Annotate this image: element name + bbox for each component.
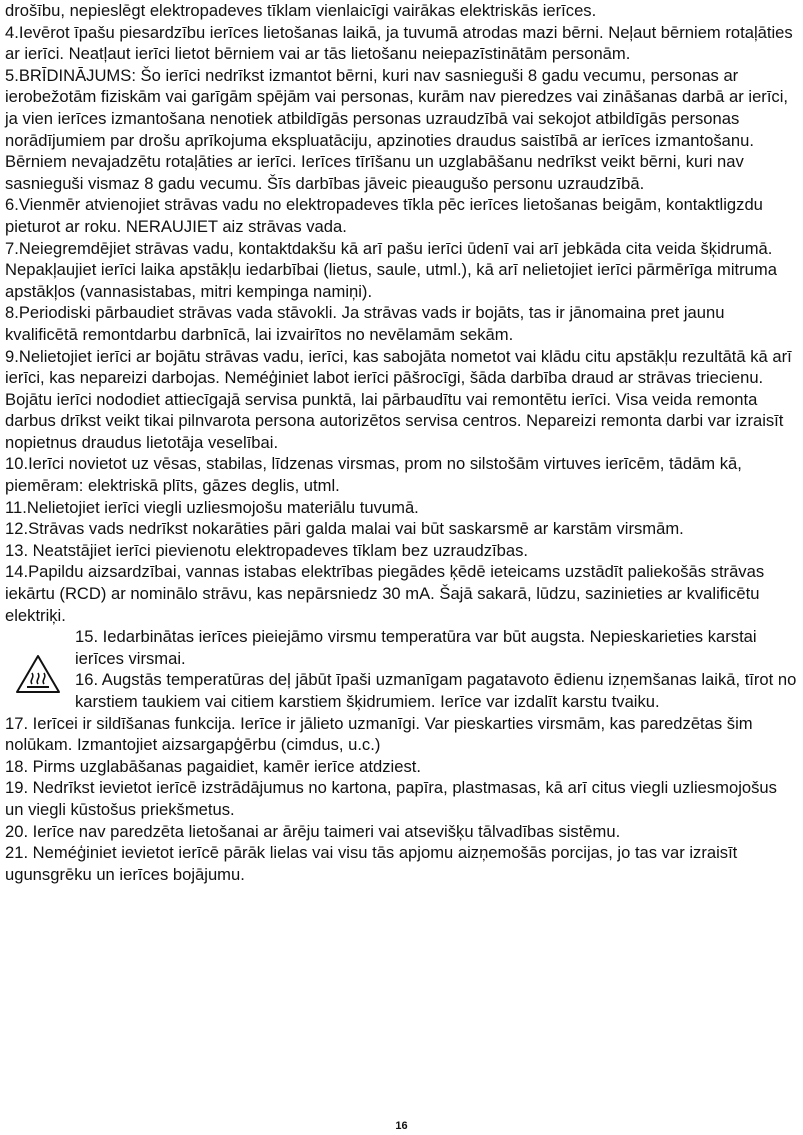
paragraph-item-7: 7.Neiegremdējiet strāvas vadu, kontaktdakšu kā arī pašu ierīci ūdenī vai arī jebkāda cita veida šķidrumā. Nepakļaujiet ierīci laika apstākļu iedarbībai (lietus, saule, utml.), kā arī nelietojiet ierīci pārmērīga mitruma apstākļos (vannasistabas, mitri kempinga namiņi). — [5, 238, 777, 301]
paragraph-item-21: 21. Neméģiniet ievietot ierīcē pārāk lielas vai visu tās apjomu aizņemošās porcijas, jo tas var izraisīt ugunsgrēku un ierīces bojājumu. — [5, 843, 738, 884]
paragraph-item-16: 16. Augstās temperatūras deļ jābūt īpaši uzmanīgam pagatavoto ēdienu izņemšanas laikā, tīrot no karstiem taukiem vai citiem karstiem šķidrumiem. Ierīce var izdalīt karstu tvaiku. — [75, 670, 797, 711]
paragraph-item-9: 9.Nelietojiet ierīci ar bojātu strāvas vadu, ierīci, kas sabojāta nometot vai klādu citu apstākļu rezultātā kā arī ierīci, kas nepareizi darbojas. Neméģiniet labot ierīci pāšrocīgi, šāda darbība draud ar strāvas triecienu. Bojātu ierīci nododiet attiecīgajā servisa punktā, lai pārbaudītu vai remontētu ierīci. Visa veida remonta darbus drīkst veikt tikai pilnvarota persona autorizētos servisa centros. Nepareizi remonta darbi var izraisīt nopietnus draudus lietotāja veselībai. — [5, 346, 792, 452]
paragraph-item-17: 17. Ierīcei ir sildīšanas funkcija. Ierīce ir jālieto uzmanīgi. Var pieskarties virsmām, kas paredzētas šim nolūkam. Izmantojiet aizsargapģērbu (cimdus, u.c.) — [5, 713, 753, 755]
hot-surface-section — [5, 626, 800, 712]
paragraph-item-18: 18. Pirms uzglabāšanas pagaidiet, kamēr ierīce atdziest. — [5, 756, 421, 776]
paragraph-item-13: 13. Neatstājiet ierīci pievienotu elektropadeves tīklam bez uzraudzības. — [5, 540, 528, 560]
paragraph-item-6: 6.Vienmēr atvienojiet strāvas vadu no elektropadeves tīkla pēc ierīces lietošanas beigām, kontaktligzdu pieturot ar roku. NERAUJIET aiz strāvas vada. — [5, 195, 763, 236]
paragraph-item-20: 20. Ierīce nav paredzēta lietošanai ar ārēju taimeri vai atsevišķu tālvadības sistēmu. — [5, 821, 621, 841]
paragraph-item-14: 14.Papildu aizsardzībai, vannas istabas elektrības piegādes ķēdē ieteicams uzstādīt paliekošās strāvas iekārtu (RCD) ar nominālo strāvu, kas nepārsniedz 30 mA. Šajā sakarā, lūdzu, sazinieties ar kvalificētu elektriķi. — [5, 562, 765, 625]
paragraph-item-19: 19. Nedrīkst ievietot ierīcē izstrādājumus no kartona, papīra, plastmasas, kā arī citus viegli uzliesmojošus un viegli kūstošus priekšmetus. — [5, 778, 777, 819]
paragraph-item-10: 10.Ierīci novietot uz vēsas, stabilas, līdzenas virsmas, prom no silstošām virtuves ierīcēm, tādām kā, piemēram: elektriskā plīts, gāzes deglis, utml. — [5, 454, 742, 496]
page-number: 16 — [395, 1120, 408, 1132]
paragraph-item-8: 8.Periodiski pārbaudiet strāvas vada stāvokli. Ja strāvas vads ir bojāts, tas ir jānomaina pret jaunu kvalificētā remontdarbu darbnīcā, lai izvairītos no nevēlamām sekām. — [5, 303, 725, 344]
paragraph-item-3-cont: drošību, nepieslēgt elektropadeves tīklam vienlaicīgi vairākas elektriskās ierīces. — [5, 1, 597, 20]
hot-surface-warning-icon — [15, 654, 61, 694]
paragraph-item-11: 11.Nelietojiet ierīci viegli uzliesmojošu materiālu tuvumā. — [5, 497, 419, 517]
manual-page — [5, 0, 800, 885]
paragraph-item-15: 15. Iedarbinātas ierīces pieiejāmo virsmu temperatūra var būt augsta. Nepieskarieties karstai ierīces virsmai. — [75, 627, 757, 668]
paragraph-item-5-warning: 5.BRĪDINĀJUMS: Šo ierīci nedrīkst izmantot bērni, kuri nav sasnieguši 8 gadu vecumu, personas ar ierobežotām fiziskām vai garīgām spējām vai personas, kurām nav pieredzes vai zināšanas darbā ar ierīci, ja vien ierīces izmantošana nenotiek atbildīgās personas uzraudzībā vai sekojot atbildīgās personas norādījumiem par drošu aprīkojuma ekspluatāciju, apzinoties draudus saistībā ar ierīces izmantošanu. Bērniem nevajadzētu rotaļāties ar ierīci. Ierīces tīrīšanu un uzglabāšanu nedrīkst veikt bērni, kuri nav sasnieguši vismaz 8 gadu vecumu. Šīs darbības jāveic pieaugušo personu uzraudzībā. — [5, 65, 789, 193]
paragraph-item-12: 12.Strāvas vads nedrīkst nokarāties pāri galda malai vai būt saskarsmē ar karstām virsmām. — [5, 519, 684, 539]
paragraph-item-4: 4.Ievērot īpašu piesardzību ierīces lietošanas laikā, ja tuvumā atrodas mazi bērni. Neļaut bērniem rotaļāties ar ierīci. Neatļaut ierīci lietot bērniem vai ar tās lietošanu neiepazīstinātām personām. — [5, 22, 793, 64]
